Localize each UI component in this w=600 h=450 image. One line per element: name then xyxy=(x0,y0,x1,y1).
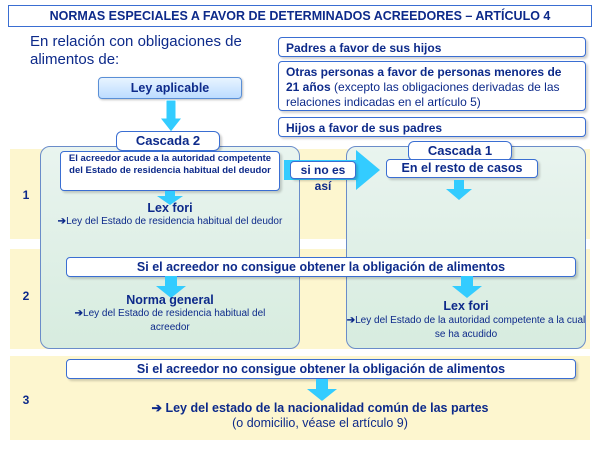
category-hijos xyxy=(278,117,586,137)
arrow-right-icon: ➔ xyxy=(74,308,84,319)
row-number-3: 3 xyxy=(22,393,30,407)
ley-aplicable-box: Ley aplicable xyxy=(98,77,242,99)
row-number-2: 2 xyxy=(22,289,30,303)
arrow-down-icon xyxy=(307,379,337,401)
cascada-2-lex-fori-head: Lex fori xyxy=(147,201,193,215)
no-consigue-box-1: Si el acreedor no consigue obtener la obligación de alimentos xyxy=(66,257,576,277)
page-title: NORMAS ESPECIALES A FAVOR DE DETERMINADOS ACREEDORES – ARTÍCULO 4 xyxy=(8,5,592,27)
si-no-es-asi-label: si no es así xyxy=(290,161,356,179)
intro-text: En relación con obligaciones de alimentos de: xyxy=(30,33,242,68)
cascada-2-label: Cascada 2 xyxy=(116,131,220,151)
nacionalidad-head-value: Ley del estado de la nacionalidad común de las partes xyxy=(165,401,489,415)
resto-casos-box: En el resto de casos xyxy=(386,159,538,178)
acreedor-box: El acreedor acude a la autoridad competente del Estado de residencia habitual del deudor xyxy=(60,151,280,191)
norma-general-head: Norma general xyxy=(126,293,214,307)
nacionalidad-sub: (o domicilio, véase el artículo 9) xyxy=(232,416,408,430)
cascada-2-lex-fori-text xyxy=(56,215,284,229)
norma-general-text-value: Ley del Estado de residencia habitual del acreedor xyxy=(83,308,266,333)
no-consigue-box-2: Si el acreedor no consigue obtener la obligación de alimentos xyxy=(66,359,576,379)
category-padres xyxy=(278,37,586,57)
arrow-down-icon xyxy=(452,276,482,298)
cascada-2-lex-fori-text-value: Ley del Estado de residencia habitual del deudor xyxy=(66,216,283,227)
row-number-1: 1 xyxy=(22,188,30,202)
cascada-1-lex-fori-text xyxy=(346,314,586,342)
category-otras-rest: (excepto las obligaciones derivadas de las relaciones indicadas en el artículo 5) xyxy=(286,80,560,109)
cascada-1-lex-fori-text-value: Ley del Estado de la autoridad competente a la cual se ha acudido xyxy=(355,315,586,340)
category-padres-label: Padres a favor de sus hijos xyxy=(286,41,442,55)
nacionalidad-head xyxy=(60,400,580,415)
category-otras-bold: Otras personas a favor de personas menores de 21 años xyxy=(286,65,562,94)
arrow-right-icon: ➔ xyxy=(346,315,356,326)
arrow-right-icon: ➔ xyxy=(151,401,162,415)
arrow-down-icon xyxy=(446,180,472,200)
cascada-1-label: Cascada 1 xyxy=(408,141,512,161)
category-hijos-label: Hijos a favor de sus padres xyxy=(286,121,443,135)
norma-general-text xyxy=(60,307,280,335)
arrow-right-icon: ➔ xyxy=(57,216,67,227)
category-otras-personas xyxy=(278,61,586,111)
cascada-1-lex-fori-head: Lex fori xyxy=(443,299,489,313)
arrow-down-icon xyxy=(160,100,182,132)
